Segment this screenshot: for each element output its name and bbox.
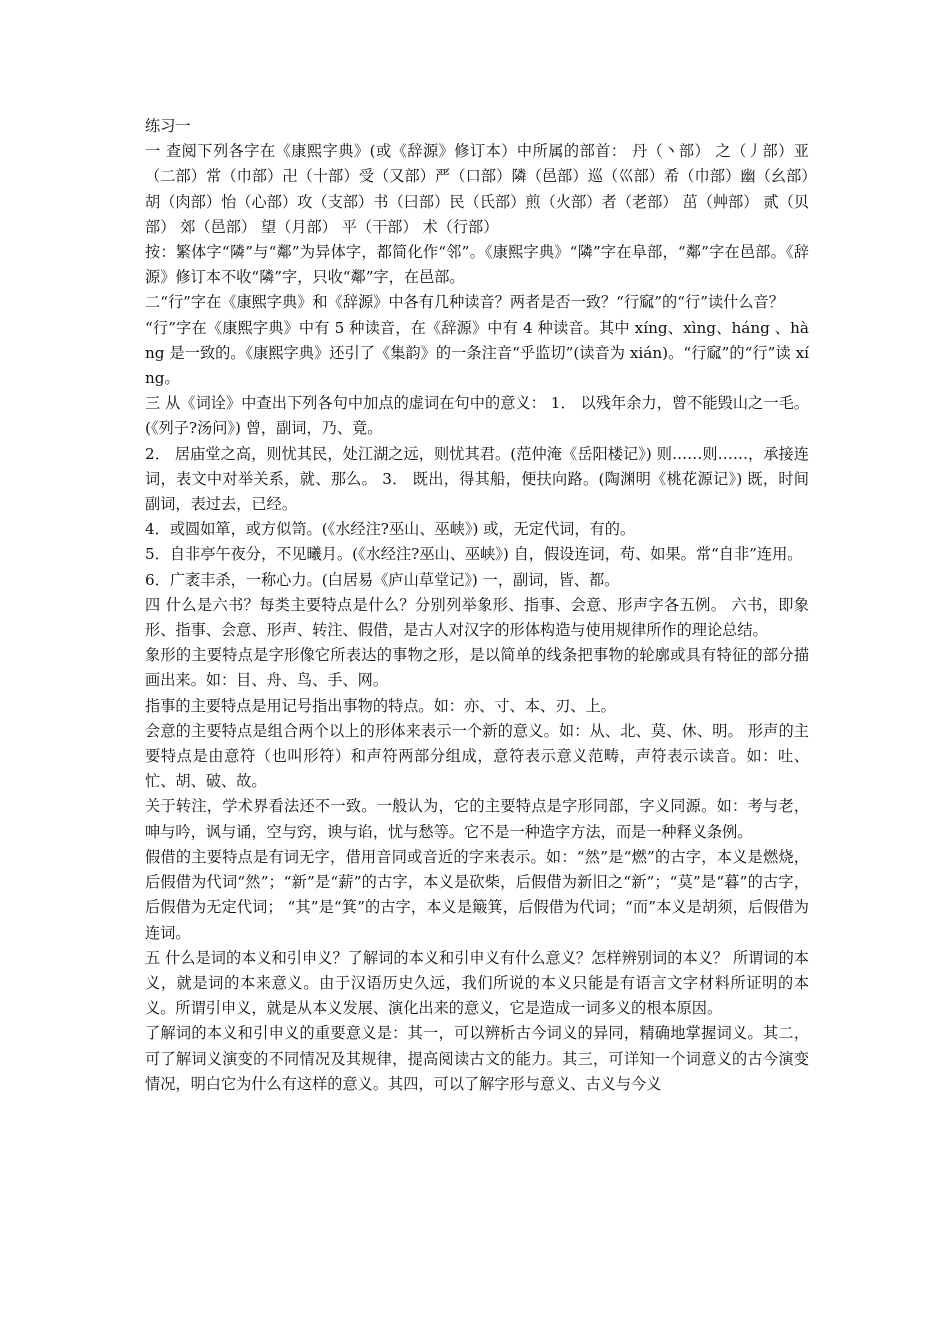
paragraph: 会意的主要特点是组合两个以上的形体来表示一个新的意义。如：从、北、莫、休、明。 形声的主要特点是由意符（也叫形符）和声符两部分组成，意符表示意义范畴，声符表示读音。如：吐、忙、胡、破、故。 — [145, 721, 809, 791]
paragraph: 二“行”字在《康熙字典》和《辞源》中各有几种读音？两者是否一致？“行窳”的“行”读什么音？ — [145, 293, 784, 312]
paragraph: 6．广袤丰杀，一称心力。(白居易《庐山草堂记》) 一，副词，皆、都。 — [145, 570, 620, 589]
paragraph: 关于转注，学术界看法还不一致。一般认为，它的主要特点是字形同部，字义同源。如：考与老，呻与吟，讽与诵，空与窍，谀与谄，忧与愁等。它不是一种造字方法，而是一种释义条例。 — [145, 797, 809, 841]
paragraph: 2． 居庙堂之高，则忧其民，处江湖之远，则忧其君。(范仲淹《岳阳楼记》) 则……则……，承接连词，表文中对举关系，就、那么。 3． 既出，得其船，便扶向路。(陶渊明《桃花源记》) 既，时间副词，表过去，已经。 — [145, 444, 809, 514]
document-title: 练习一 — [145, 117, 191, 135]
paragraph: 4．或圆如箪，或方似笥。(《水经注?巫山、巫峡》) 或，无定代词，有的。 — [145, 520, 636, 539]
paragraph: 五 什么是词的本义和引申义？了解词的本义和引申义有什么意义？怎样辨别词的本义？ 所谓词的本义，就是词的本来意义。由于汉语历史久远，我们所说的本义只能是有语言文字材料所证明的本义。所谓引申义，就是从本义发展、演化出来的意义，它是造成一词多义的根本原因。 — [145, 948, 809, 1018]
paragraph: 按：繁体字“隣”与“鄰”为异体字，都简化作“邻”。《康熙字典》“隣”字在阜部，“鄰”字在邑部。《辞源》修订本不收“隣”字，只收“鄰”字，在邑部。 — [145, 243, 809, 287]
paragraph: 假借的主要特点是有词无字，借用音同或音近的字来表示。如：“然”是“燃”的古字，本义是燃烧，后假借为代词“然”；“新”是“薪”的古字，本义是砍柴，后假借为新旧之“新”；“莫”是“暮”的古字，后假借为无定代词； “其”是“箕”的古字，本义是簸箕，后假借为代词；“而”本义是胡须，后假借为连词。 — [145, 847, 809, 942]
paragraph: 指事的主要特点是用记号指出事物的特点。如：亦、寸、本、刃、上。 — [145, 696, 616, 715]
paragraph: 5．自非亭午夜分，不见曦月。(《水经注?巫山、巫峡》) 自，假设连词，苟、如果。常“自非”连用。 — [145, 545, 803, 564]
paragraph: 了解词的本义和引申义的重要意义是：其一，可以辨析古今词义的异同，精确地掌握词义。其二，可了解词义演变的不同情况及其规律，提高阅读古文的能力。其三，可详知一个词意义的古今演变情况，明白它为什么有这样的意义。其四，可以了解字形与意义、古义与今义 — [145, 1024, 809, 1093]
paragraph: 四 什么是六书？每类主要特点是什么？分别列举象形、指事、会意、形声字各五例。 六书，即象形、指事、会意、形声、转注、假借，是古人对汉字的形体构造与使用规律所作的理论总结。 — [145, 595, 809, 640]
paragraph: “行”字在《康熙字典》中有 5 种读音，在《辞源》中有 4 种读音。其中 xíng、xìng、háng 、hàng 是一致的。《康熙字典》还引了《集韵》的一条注音“乎监切”(读音为 xián)。“行窳”的“行”读 xíng。 — [145, 318, 809, 388]
paragraph: 象形的主要特点是字形像它所表达的事物之形，是以简单的线条把事物的轮廓或具有特征的部分描画出来。如：目、舟、鸟、手、网。 — [145, 646, 809, 690]
paragraph: 一 查阅下列各字在《康熙字典》(或《辞源》修订本）中所属的部首： 丹（丶部） 之（丿部）亚（二部）常（巾部）卍（十部）受（又部）严（口部）隣（邑部）巡（巛部）希（巾部）幽（幺部）胡（肉部）怡（心部）攻（支部）书（曰部）民（氏部）煎（火部）者（老部） 茁（艸部） 贰（贝部） 郊（邑部） 望（月部） 平（干部） 术（行部） — [145, 142, 809, 236]
document-page — [145, 114, 809, 1097]
paragraph: 三 从《词诠》中查出下列各句中加点的虚词在句中的意义： 1． 以残年余力，曾不能毁山之一毛。(《列子?汤问》) 曾，副词，乃、竟。 — [145, 394, 809, 438]
